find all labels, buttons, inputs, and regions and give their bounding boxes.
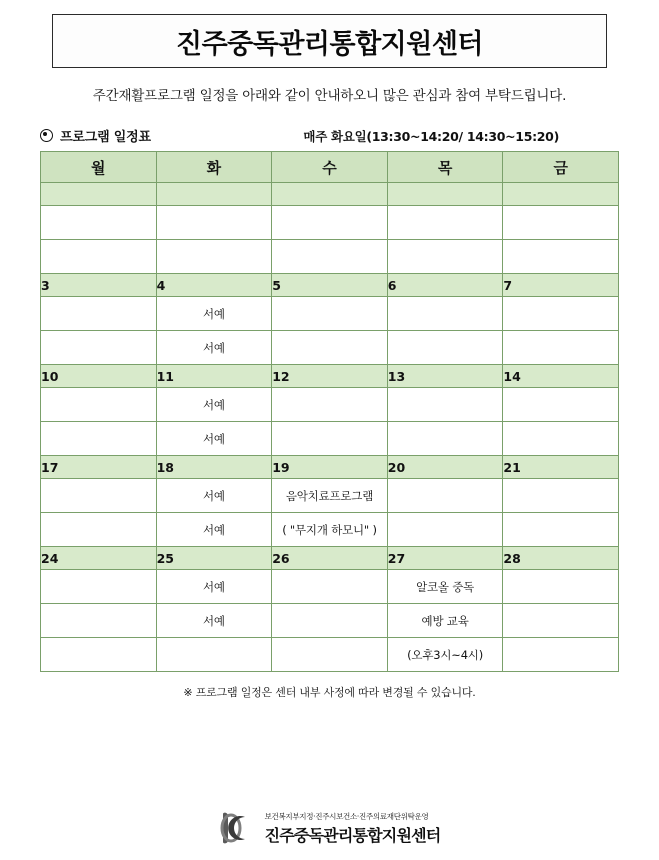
schedule-cell: 서예 <box>156 570 272 604</box>
schedule-cell <box>272 297 388 331</box>
footer-title: 진주중독관리통합지원센터 <box>264 825 441 845</box>
week-daynum-row <box>41 365 619 388</box>
schedule-cell <box>503 388 619 422</box>
week-content-row <box>41 604 619 638</box>
daynum-cell <box>156 183 272 206</box>
week-content-row <box>41 479 619 513</box>
week-daynum-row <box>41 274 619 297</box>
schedule-cell <box>156 638 272 672</box>
column-header-thu: 목 <box>387 152 503 183</box>
week-content-row <box>41 297 619 331</box>
week-content-row <box>41 331 619 365</box>
document-page <box>0 14 659 860</box>
schedule-cell <box>387 297 503 331</box>
week-content-row <box>41 570 619 604</box>
section-header <box>40 126 619 145</box>
schedule-cell <box>41 206 157 240</box>
schedule-cell: 서예 <box>156 388 272 422</box>
schedule-cell <box>503 570 619 604</box>
schedule-cell: 서예 <box>156 422 272 456</box>
schedule-cell <box>387 422 503 456</box>
daynum-cell: 10 <box>41 365 157 388</box>
schedule-cell <box>272 638 388 672</box>
table-header-row <box>41 152 619 183</box>
schedule-cell <box>387 479 503 513</box>
daynum-cell: 20 <box>387 456 503 479</box>
schedule-cell: 서예 <box>156 604 272 638</box>
week-content-row <box>41 422 619 456</box>
daynum-cell: 24 <box>41 547 157 570</box>
column-header-tue: 화 <box>156 152 272 183</box>
column-header-mon: 월 <box>41 152 157 183</box>
daynum-cell: 4 <box>156 274 272 297</box>
schedule-cell <box>503 331 619 365</box>
week-content-row <box>41 513 619 547</box>
schedule-cell <box>41 479 157 513</box>
schedule-cell <box>156 240 272 274</box>
week-content-row <box>41 206 619 240</box>
bullet-ring-icon <box>40 129 53 142</box>
footer-logo <box>0 810 659 846</box>
week-daynum-row <box>41 456 619 479</box>
schedule-cell <box>387 240 503 274</box>
column-header-wed: 수 <box>272 152 388 183</box>
daynum-cell <box>272 183 388 206</box>
daynum-cell: 7 <box>503 274 619 297</box>
schedule-cell <box>272 206 388 240</box>
daynum-cell: 11 <box>156 365 272 388</box>
schedule-cell <box>272 388 388 422</box>
week-daynum-row <box>41 183 619 206</box>
schedule-cell <box>272 240 388 274</box>
daynum-cell: 21 <box>503 456 619 479</box>
schedule-cell <box>503 638 619 672</box>
schedule-cell <box>272 422 388 456</box>
schedule-cell <box>41 331 157 365</box>
daynum-cell: 3 <box>41 274 157 297</box>
schedule-cell: 서예 <box>156 479 272 513</box>
intro-text: 주간재활프로그램 일정을 아래와 같이 안내하오니 많은 관심과 참여 부탁드립니다. <box>92 88 567 104</box>
schedule-cell <box>41 297 157 331</box>
daynum-cell: 12 <box>272 365 388 388</box>
schedule-cell <box>41 638 157 672</box>
schedule-cell: ( "무지개 하모니" ) <box>272 513 388 547</box>
week-content-row <box>41 388 619 422</box>
title-banner <box>52 14 607 68</box>
daynum-cell <box>503 183 619 206</box>
schedule-cell: 서예 <box>156 331 272 365</box>
daynum-cell: 18 <box>156 456 272 479</box>
schedule-cell <box>503 422 619 456</box>
schedule-cell <box>272 331 388 365</box>
schedule-cell <box>387 331 503 365</box>
schedule-cell: 음악치료프로그램 <box>272 479 388 513</box>
schedule-cell <box>272 570 388 604</box>
schedule-cell: 서예 <box>156 297 272 331</box>
week-content-row <box>41 240 619 274</box>
schedule-cell <box>41 240 157 274</box>
schedule-cell <box>387 513 503 547</box>
schedule-cell <box>41 422 157 456</box>
program-schedule-table <box>40 151 619 672</box>
footer-subtitle: 보건복지부지정·진주시보건소·진주의료재단위탁운영 <box>264 811 429 821</box>
section-note: 매주 화요일(13:30~14:20/ 14:30~15:20) <box>303 129 559 144</box>
schedule-cell <box>387 388 503 422</box>
daynum-cell: 26 <box>272 547 388 570</box>
section-label: 프로그램 일정표 <box>60 130 151 145</box>
daynum-cell: 5 <box>272 274 388 297</box>
daynum-cell: 27 <box>387 547 503 570</box>
schedule-cell <box>503 479 619 513</box>
schedule-cell <box>503 206 619 240</box>
schedule-cell: 알코올 중독 <box>387 570 503 604</box>
footnote-text: ※ 프로그램 일정은 센터 내부 사정에 따라 변경될 수 있습니다. <box>183 686 476 699</box>
schedule-cell <box>41 388 157 422</box>
schedule-cell <box>503 240 619 274</box>
column-header-fri: 금 <box>503 152 619 183</box>
schedule-cell: (오후3시~4시) <box>387 638 503 672</box>
daynum-cell: 6 <box>387 274 503 297</box>
schedule-cell <box>503 513 619 547</box>
center-logo-icon <box>219 810 259 846</box>
week-content-row <box>41 638 619 672</box>
footer-logo-texts <box>265 811 441 846</box>
schedule-cell <box>41 604 157 638</box>
schedule-cell: 예방 교육 <box>387 604 503 638</box>
daynum-cell: 17 <box>41 456 157 479</box>
schedule-cell <box>41 570 157 604</box>
schedule-cell <box>387 206 503 240</box>
section-label-group <box>40 126 151 145</box>
schedule-cell <box>503 297 619 331</box>
schedule-cell <box>41 513 157 547</box>
daynum-cell: 19 <box>272 456 388 479</box>
schedule-cell: 서예 <box>156 513 272 547</box>
daynum-cell: 13 <box>387 365 503 388</box>
daynum-cell: 25 <box>156 547 272 570</box>
schedule-cell <box>503 604 619 638</box>
daynum-cell <box>41 183 157 206</box>
daynum-cell <box>387 183 503 206</box>
week-daynum-row <box>41 547 619 570</box>
schedule-cell <box>156 206 272 240</box>
schedule-cell <box>272 604 388 638</box>
page-title: 진주중독관리통합지원센터 <box>176 28 483 60</box>
daynum-cell: 14 <box>503 365 619 388</box>
daynum-cell: 28 <box>503 547 619 570</box>
